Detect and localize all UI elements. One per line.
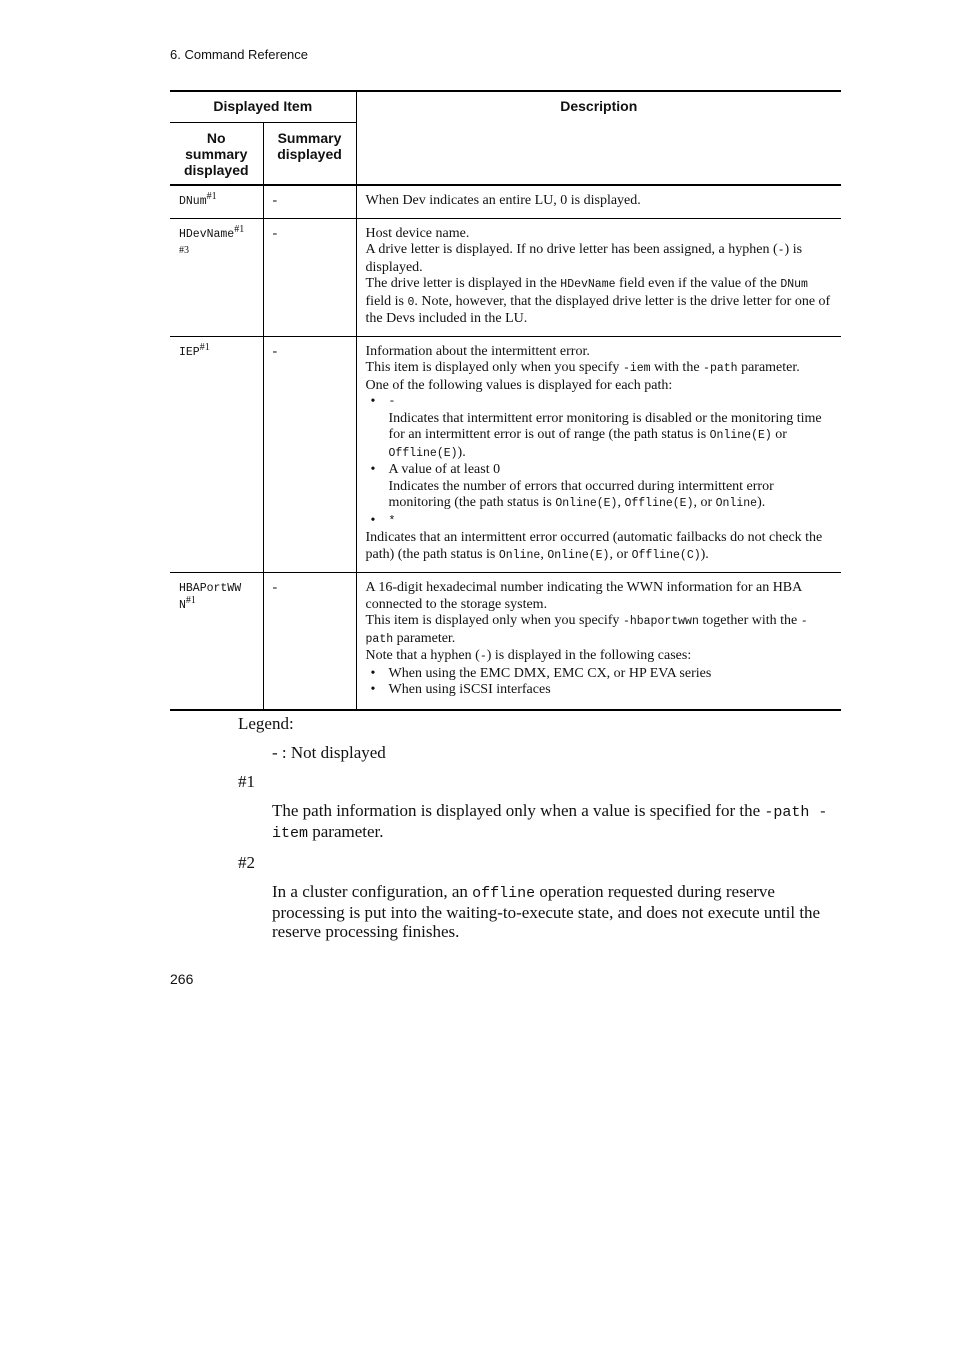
description-cell: Information about the intermittent error. This item is displayed only when you specify -iem with the -path parameter. One of the following values is displayed for each path: • - Indicates that intermittent error monitoring is disabled or the monitoring time for an intermittent error is out of range (the path status is Online(E) or Offline(E)). • A value of at least 0 Indicates the number of errors that occurred during intermittent error monitoring (the path status is Online(E), Offline(E), or Online). • * Indicates that an intermittent error occurred (automatic failbacks do not check the path) (the path status is Online, Online(E), or Offline(C)). bbox=[356, 336, 841, 573]
list-item: • When using the EMC DMX, EMC CX, or HP EVA series bbox=[366, 666, 833, 683]
item-hbaportwwn: HBAPortWW $N^{\#1}$ bbox=[170, 573, 263, 710]
displayed-items-table bbox=[170, 90, 841, 711]
summary-cell: - bbox=[263, 185, 356, 218]
page-number: 266 bbox=[170, 971, 194, 987]
note-1-label: #1 bbox=[238, 772, 255, 791]
legend-label: Legend: bbox=[238, 714, 294, 733]
table-row bbox=[170, 185, 841, 218]
col-header-displayed-item: Displayed Item bbox=[170, 91, 356, 123]
list-item: • A value of at least 0 Indicates the number of errors that occurred during intermittent error monitoring (the path status is Online(E), Offline(E), or Online). bbox=[366, 462, 833, 513]
summary-cell: - bbox=[263, 336, 356, 573]
note-2-text: In a cluster configuration, an offline operation requested during reserve processing is put into the waiting-to-execute state, and does not execute until the reserve processing finishes. bbox=[272, 882, 821, 941]
list-item: • When using iSCSI interfaces bbox=[366, 682, 833, 699]
table-row bbox=[170, 336, 841, 573]
summary-cell: - bbox=[263, 218, 356, 336]
note-2-label: #2 bbox=[238, 853, 255, 872]
running-header: 6. Command Reference bbox=[170, 47, 309, 62]
case-list bbox=[366, 666, 833, 699]
col-header-description: Description bbox=[356, 91, 841, 185]
legend-item: - : Not displayed bbox=[272, 743, 386, 762]
col-header-summary: Summary displayed bbox=[263, 123, 356, 186]
summary-cell: - bbox=[263, 573, 356, 710]
col-header-no-summary: No summary displayed bbox=[170, 123, 263, 186]
value-list bbox=[366, 394, 833, 530]
table-row bbox=[170, 218, 841, 336]
note-1-text: The path information is displayed only when a value is specified for the -path -item parameter. bbox=[272, 801, 828, 842]
list-item: • - Indicates that intermittent error monitoring is disabled or the monitoring time for an intermittent error is out of range (the path status is Online(E) or Offline(E)). bbox=[366, 394, 833, 462]
list-item: • * bbox=[366, 513, 833, 531]
description-cell: When Dev indicates an entire LU, 0 is displayed. bbox=[365, 193, 641, 208]
description-cell: A 16-digit hexadecimal number indicating the WWN information for an HBA connected to the storage system. This item is displayed only when you specify -hbaportwwn together with the -path parameter. Note that a hyphen (-) is displayed in the following cases: • When using the EMC DMX, EMC CX, or HP EVA series • When using iSCSI interfaces bbox=[356, 573, 841, 710]
table-row bbox=[170, 573, 841, 710]
item-dnum: DNum$^{\#1}$ bbox=[170, 185, 263, 218]
item-iep: IEP$^{\#1}$ bbox=[170, 336, 263, 573]
description-cell: Host device name. A drive letter is displayed. If no drive letter has been assigned, a hyphen (-) is displayed. The drive letter is displayed in the HDevName field even if the value of the DNum field is 0. Note, however, that the displayed drive letter is the drive letter for one of the Devs included in the LU. bbox=[365, 225, 831, 326]
table-notes bbox=[238, 714, 841, 941]
item-hdevname: HDevName$^{\#1}$ #3 bbox=[170, 218, 263, 336]
